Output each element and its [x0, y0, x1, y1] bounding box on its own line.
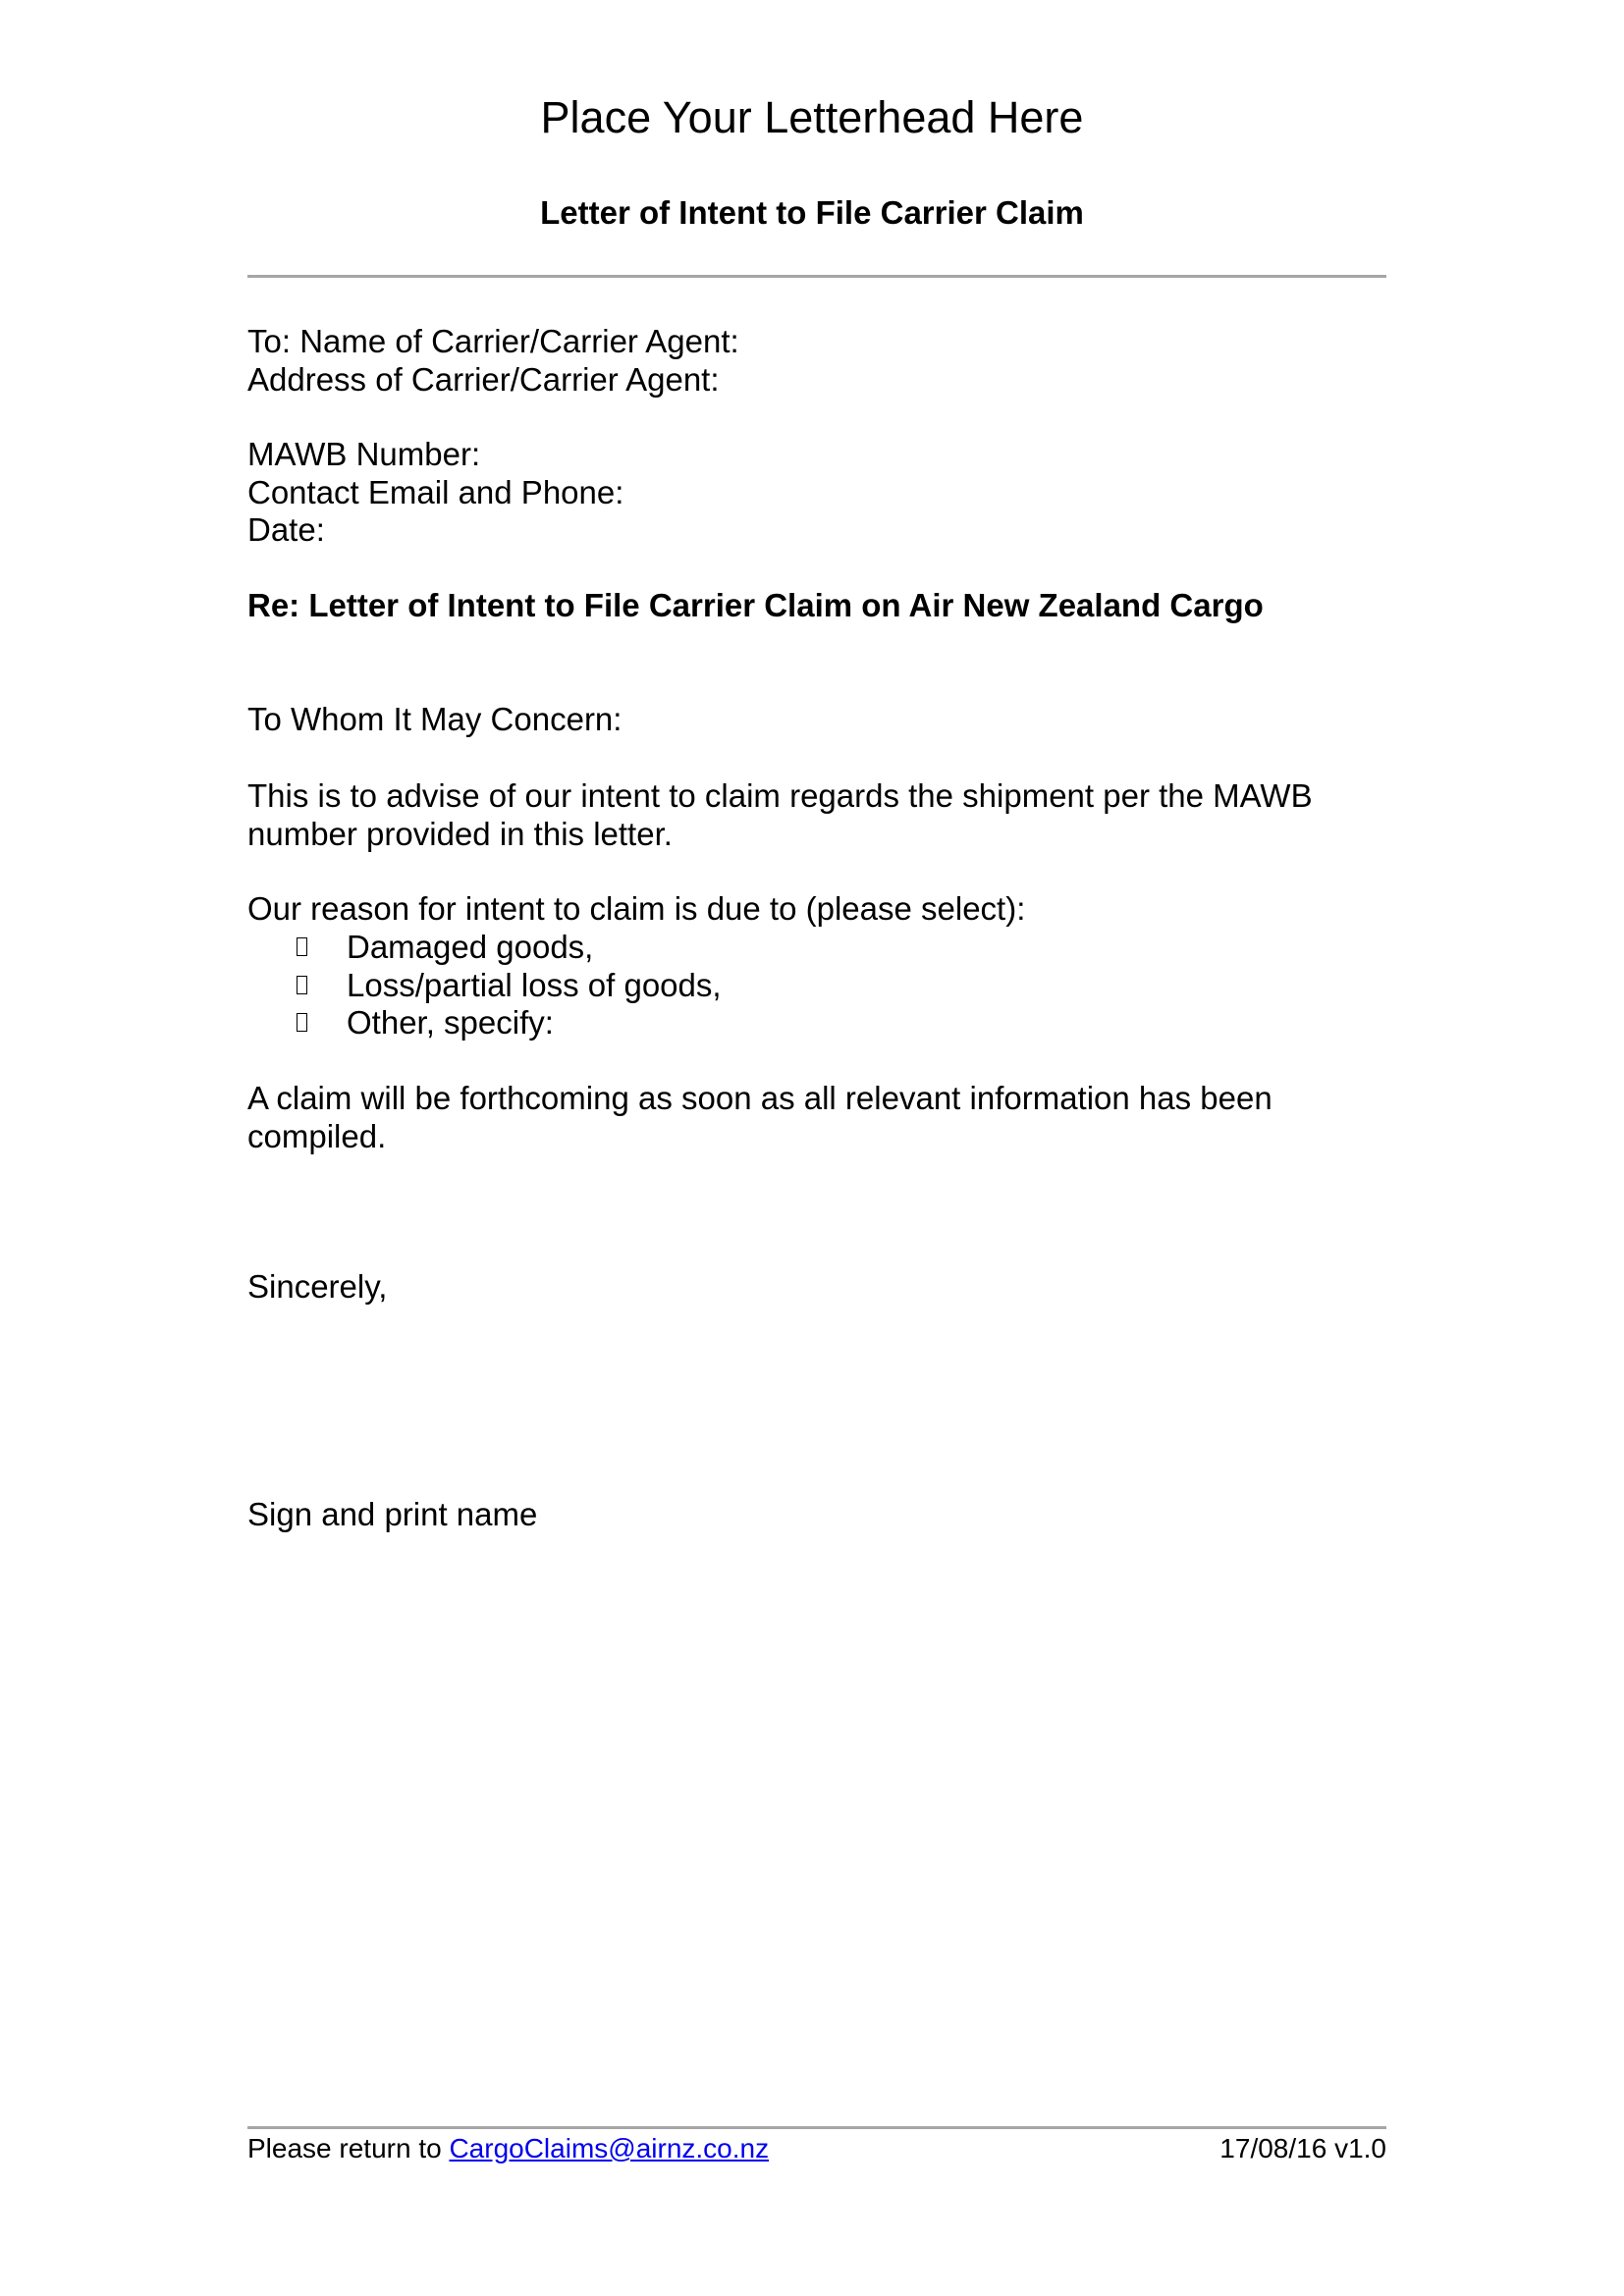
- intro-paragraph: [247, 777, 1386, 853]
- checkbox-icon[interactable]: [297, 1013, 307, 1032]
- document-title: Letter of Intent to File Carrier Claim: [540, 194, 1084, 231]
- intro-paragraph-text: This is to advise of our intent to claim regards the shipment per the MAWB number provided in this letter.: [247, 777, 1313, 852]
- reason-option-label: Other, specify:: [347, 1004, 554, 1041]
- subject-line: [247, 587, 1386, 625]
- reason-option-damaged[interactable]: [247, 929, 1131, 967]
- salutation-text: To Whom It May Concern:: [247, 701, 623, 737]
- address-block: [247, 323, 1386, 399]
- footer-email-link[interactable]: CargoClaims@airnz.co.nz: [449, 2133, 770, 2163]
- footer-return: [247, 2132, 769, 2165]
- closing-paragraph-text: A claim will be forthcoming as soon as all relevant information has been compiled.: [247, 1080, 1272, 1154]
- footer-return-prefix: Please return to: [247, 2133, 450, 2163]
- sign-off: [247, 1268, 1386, 1307]
- carrier-address-field: Address of Carrier/Carrier Agent:: [247, 360, 720, 398]
- reason-option-label: Damaged goods,: [347, 929, 594, 965]
- closing-paragraph: [247, 1080, 1386, 1155]
- reason-prompt-text: Our reason for intent to claim is due to (please select):: [247, 890, 1026, 927]
- reason-options: [247, 929, 1131, 1042]
- contact-field: Contact Email and Phone:: [247, 473, 624, 510]
- footer-version: 17/08/16 v1.0: [1219, 2133, 1386, 2163]
- reason-prompt: [247, 890, 1386, 929]
- letterhead: Place Your Letterhead Here: [540, 92, 1084, 142]
- reason-option-loss[interactable]: [247, 967, 1131, 1005]
- sign-off-text: Sincerely,: [247, 1268, 388, 1305]
- reason-option-other[interactable]: [247, 1004, 1131, 1042]
- details-block: [247, 436, 1386, 550]
- carrier-name-field: To: Name of Carrier/Carrier Agent:: [247, 323, 739, 359]
- top-divider: [247, 275, 1386, 278]
- salutation: [247, 701, 1386, 739]
- signature-line: [247, 1496, 1386, 1534]
- signature-line-text: Sign and print name: [247, 1496, 538, 1532]
- bottom-divider: [247, 2126, 1386, 2129]
- checkbox-icon[interactable]: [297, 976, 307, 994]
- checkbox-icon[interactable]: [297, 937, 307, 956]
- subject-text: Re: Letter of Intent to File Carrier Claim on Air New Zealand Cargo: [247, 587, 1264, 623]
- date-field: Date:: [247, 511, 325, 548]
- reason-option-label: Loss/partial loss of goods,: [347, 966, 722, 1003]
- mawb-number-field: MAWB Number:: [247, 436, 481, 472]
